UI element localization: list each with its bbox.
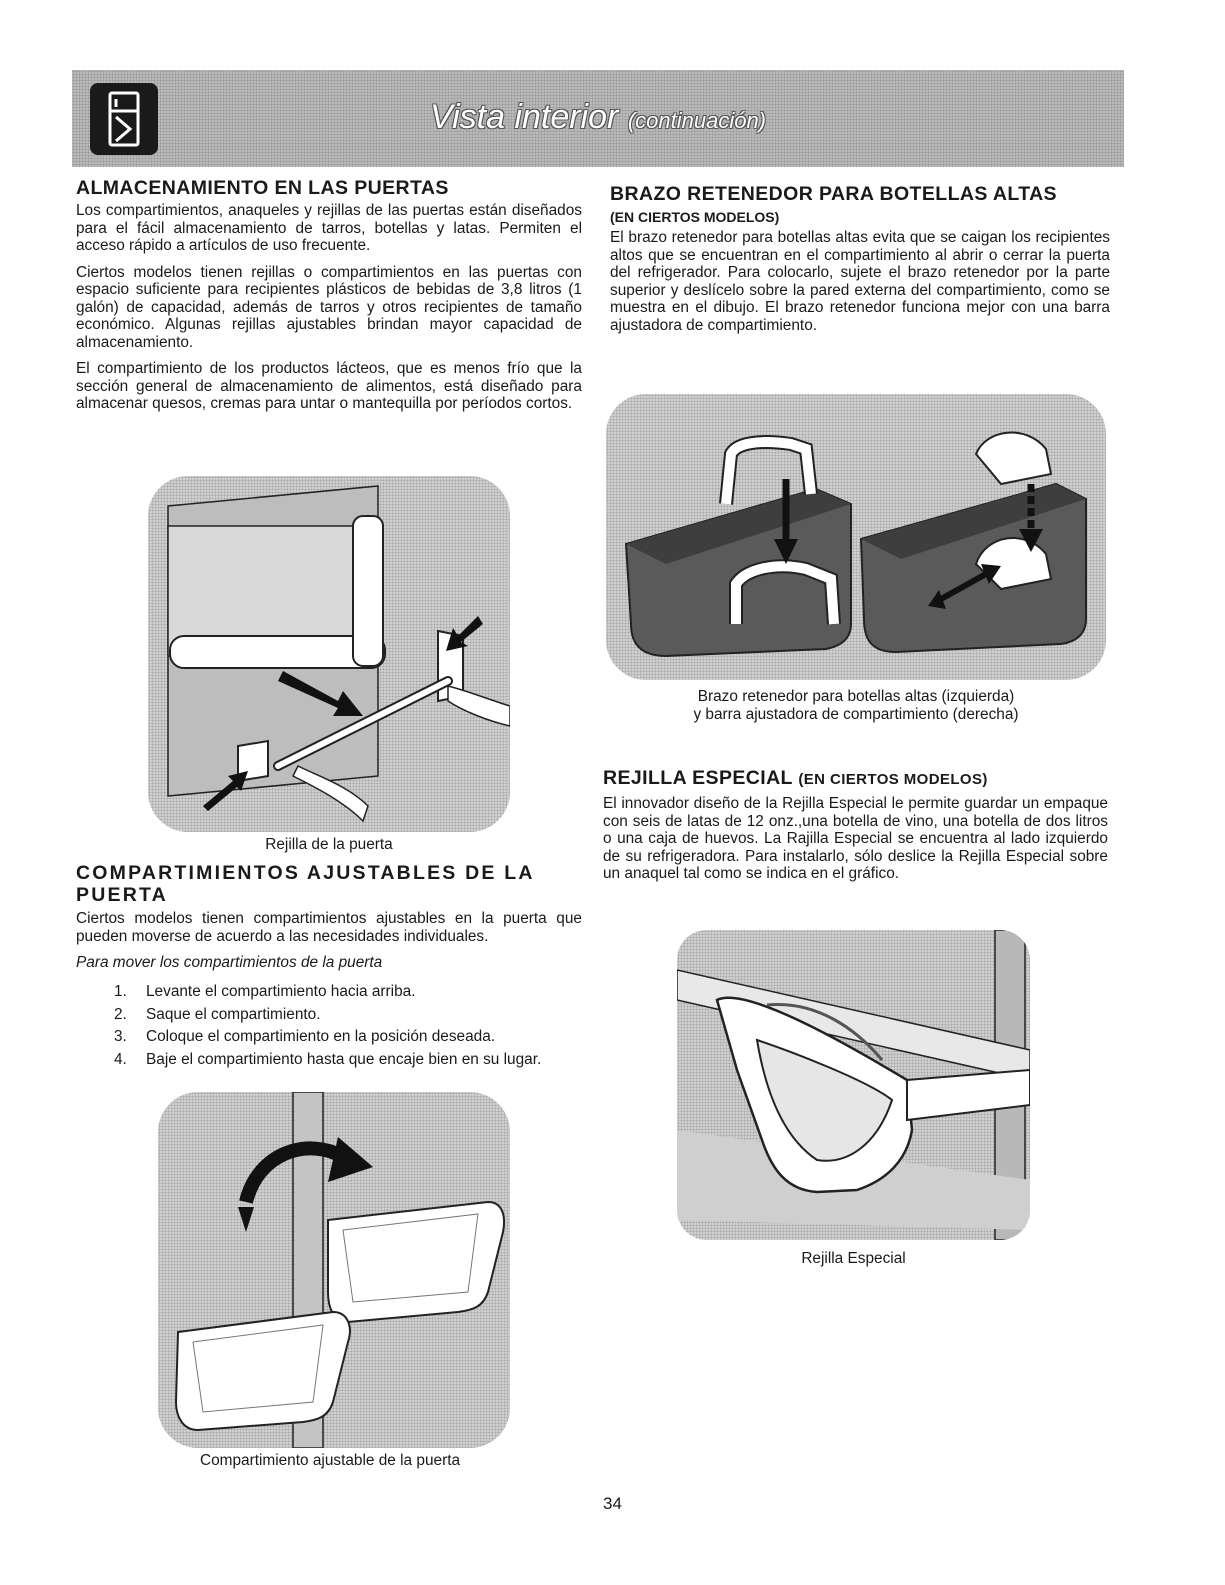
left-column-lower: [76, 862, 582, 1071]
bottle-retainer-subheading: (EN CIERTOS MODELOS): [610, 209, 780, 225]
section-heading-door-storage: ALMACENAMIENTO EN LAS PUERTAS: [76, 177, 449, 199]
door-storage-paragraph-1: Los compartimientos, anaqueles y rejillas de las puertas están diseñados para el fácil almacenamiento de tarros, botellas y latas. Permiten el acceso rápido a artículos de uso frecuente.: [76, 202, 582, 254]
step-item: 4. Baje el compartimiento hasta que encaje bien en su lugar.: [114, 1050, 542, 1068]
page-title-main: Vista interior: [430, 98, 619, 136]
door-rack-illustration: [148, 476, 510, 832]
right-column-lower: [603, 767, 1108, 892]
section-heading-adjustable-bins: COMPARTIMIENTOS AJUSTABLES DE LA PUERTA: [76, 862, 534, 906]
adjustable-bins-paragraph: Ciertos modelos tienen compartimientos ajustables en la puerta que pueden moverse de acuerdo a las necesidades individuales.: [76, 910, 582, 945]
adjustable-bins-instructions-title: Para mover los compartimientos de la puerta: [76, 954, 383, 971]
bottle-retainer-illustration: [606, 394, 1106, 680]
adjustable-bin-illustration: [158, 1092, 510, 1448]
adjustable-bin-caption: Compartimiento ajustable de la puerta: [199, 1452, 461, 1469]
header-banner: [72, 70, 1124, 167]
adjustable-bins-steps: [76, 981, 582, 1071]
section-heading-special-rack: REJILLA ESPECIAL (EN CIERTOS MODELOS): [603, 767, 988, 789]
refrigerator-logo-icon: [90, 83, 158, 155]
door-storage-paragraph-2: Ciertos modelos tienen rejillas o compartimientos en las puertas con espacio suficiente para recipientes plásticos de bebidas de 3,8 litros (1 galón) de capacidad, además de tarros y otros recipientes de tamaño económico. Algunas rejillas ajustables brindan mayor capacidad de almacenamiento.: [76, 263, 582, 351]
bottle-retainer-caption: [606, 688, 1106, 724]
right-column: [610, 183, 1110, 343]
special-rack-illustration: [677, 930, 1030, 1240]
special-rack-caption: Rejilla Especial: [801, 1250, 906, 1267]
step-item: 3. Coloque el compartimiento en la posición deseada.: [114, 1028, 496, 1045]
left-column: [76, 177, 582, 422]
page-title: [72, 98, 1124, 137]
door-rack-caption: Rejilla de la puerta: [265, 836, 393, 853]
step-item: 2. Saque el compartimiento.: [114, 1005, 321, 1023]
bottle-retainer-paragraph: El brazo retenedor para botellas altas evita que se caigan los recipientes altos que se encuentran en el compartimiento al abrir o cerrar la puerta del refrigerador. Para colocarlo, sujete el brazo retenedor por la parte superior y deslícelo sobre la pared externa del compartimiento, como se muestra en el dibujo. El brazo retenedor funciona mejor con una barra ajustadora de compartimiento.: [610, 229, 1110, 334]
door-storage-paragraph-3: El compartimiento de los productos lácteos, que es menos frío que la sección general de almacenamiento de alimentos, está diseñado para almacenar quesos, cremas para untar o mantequilla por períodos cortos.: [76, 360, 582, 412]
section-heading-bottle-retainer: BRAZO RETENEDOR PARA BOTELLAS ALTAS: [610, 183, 1057, 205]
bottle-retainer-caption-line-1: Brazo retenedor para botellas altas (izquierda): [697, 688, 1015, 705]
page-number: 34: [603, 1494, 622, 1513]
bottle-retainer-caption-line-2: y barra ajustadora de compartimiento (derecha): [693, 706, 1019, 723]
page-title-subtitle: (continuación): [627, 108, 766, 133]
step-item: 1. Levante el compartimiento hacia arriba.: [114, 983, 416, 1000]
special-rack-paragraph: El innovador diseño de la Rejilla Especial le permite guardar un empaque con seis de latas de 12 onz.,una botella de vino, una botella de dos litros o una caja de huevos. La Rajilla Especial se encuentra al lado izquierdo de su refrigeradora. Para instalarlo, sólo deslice la Rejilla Especial sobre un anaquel tal como se indica en el gráfico.: [603, 795, 1108, 882]
